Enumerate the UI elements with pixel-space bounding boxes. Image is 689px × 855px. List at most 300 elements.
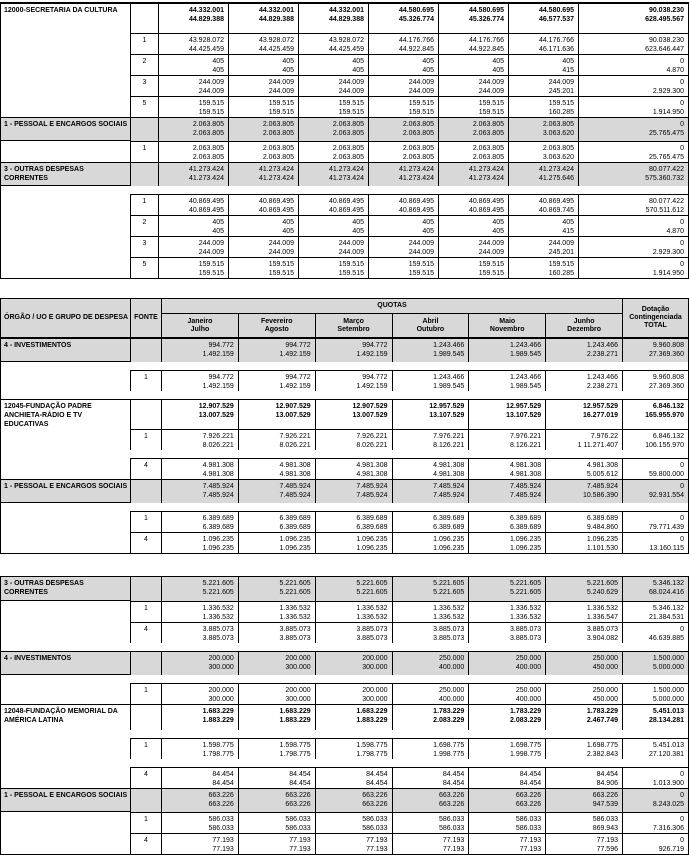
amount: 6.389.689 [202, 515, 234, 522]
amount: 1.096.235 [202, 545, 234, 552]
amount: 5.000.000 [652, 664, 684, 671]
table-row [1, 833, 688, 854]
quota-cell [545, 622, 622, 643]
amount: 5.221.605 [202, 589, 234, 596]
quota-cell [238, 601, 315, 622]
amount: 1.243.466 [510, 342, 542, 349]
amount: 6.389.689 [510, 524, 542, 531]
amount: 663.226 [208, 801, 234, 808]
amount: 5.221.605 [356, 589, 388, 596]
quota-cell [438, 54, 508, 75]
quota-cell [545, 511, 622, 532]
amount: 5.221.605 [433, 589, 465, 596]
quota-cell [315, 532, 392, 553]
amount: 41.275.646 [538, 175, 574, 182]
amount: 0 [680, 626, 684, 633]
amount: 200.000 [285, 655, 311, 662]
quota-cell [368, 215, 438, 236]
amount: 400.000 [515, 696, 542, 703]
amount: 159.515 [198, 100, 224, 107]
quota-cell [368, 4, 438, 33]
amount: 244.009 [478, 88, 504, 95]
quota-cell [468, 370, 545, 391]
fonte-value: 1 [144, 816, 148, 823]
amount: 1.883.229 [279, 717, 311, 724]
amount: 13.007.529 [198, 412, 234, 419]
month-name: Janeiro [187, 317, 213, 325]
quota-cell [438, 162, 508, 186]
amount: 663.226 [362, 801, 388, 808]
quota-cell [468, 704, 545, 730]
amount: 1.883.229 [356, 717, 388, 724]
amount: 1.492.159 [356, 383, 388, 390]
table-row [1, 788, 688, 812]
month-column-header [545, 314, 622, 337]
amount: 5.221.605 [433, 580, 465, 587]
amount: 0 [680, 240, 684, 247]
quota-cell [392, 399, 469, 429]
quota-cell [392, 458, 469, 479]
amount: 586.033 [362, 825, 388, 832]
fonte-cell [130, 96, 158, 117]
quota-cell [438, 236, 508, 257]
amount: 1.243.466 [433, 374, 465, 381]
amount: 244.009 [198, 249, 224, 256]
amount: 6.389.689 [279, 524, 311, 531]
amount: 405 [492, 58, 504, 65]
amount: 2.063.805 [192, 121, 224, 128]
quota-cell [315, 767, 392, 788]
amount: 159.515 [548, 261, 574, 268]
total-header-line: Dotação [641, 306, 670, 313]
amount: 6.389.689 [356, 524, 388, 531]
amount: 77.193 [519, 837, 542, 844]
amount: 405 [422, 219, 434, 226]
row-label [1, 399, 130, 429]
quota-cell [438, 96, 508, 117]
amount: 3.885.073 [202, 626, 234, 633]
quota-cell [545, 429, 622, 450]
quota-cell [508, 194, 578, 215]
fonte-value: 1 [144, 433, 148, 440]
row-label [1, 601, 130, 622]
quota-cell [468, 651, 545, 675]
quota-cell [545, 704, 622, 730]
table-row [1, 622, 688, 651]
table-row [1, 511, 688, 532]
total-cell [622, 479, 688, 503]
amount: 165.955.970 [645, 412, 684, 419]
table-row [1, 812, 688, 833]
row-label [1, 215, 130, 236]
amount: 7.485.924 [202, 483, 234, 490]
row-label [1, 683, 130, 704]
row-label [1, 788, 130, 812]
row-label [1, 338, 130, 362]
amount: 159.515 [408, 109, 434, 116]
amount: 405 [352, 67, 364, 74]
quota-cell [392, 622, 469, 643]
amount: 1.336.532 [202, 605, 234, 612]
total-header-line: TOTAL [644, 322, 667, 329]
amount: 450.000 [592, 696, 618, 703]
amount: 1.096.235 [356, 545, 388, 552]
quota-cell [368, 141, 438, 162]
amount: 46.639.885 [648, 635, 684, 642]
amount: 21.384.531 [648, 614, 684, 621]
amount: 405 [562, 219, 574, 226]
quota-cell [508, 75, 578, 96]
quota-cell [315, 370, 392, 391]
amount: 0 [680, 536, 684, 543]
amount: 405 [212, 58, 224, 65]
amount: 2.063.805 [262, 130, 294, 137]
month-name: Junho [573, 317, 595, 325]
label-line: 1 - PESSOAL E ENCARGOS SOCIAIS [4, 792, 128, 799]
amount: 1.336.532 [586, 605, 618, 612]
amount: 1.683.229 [279, 708, 311, 715]
amount: 1.698.775 [586, 742, 618, 749]
quota-cell [238, 622, 315, 643]
amount: 2.063.805 [332, 130, 364, 137]
amount: 44.332.001 [188, 7, 224, 14]
quota-cell [238, 812, 315, 833]
month-name: Abril [422, 317, 439, 325]
amount: 0 [680, 261, 684, 268]
amount: 6.389.689 [433, 515, 465, 522]
amount: 245.201 [548, 88, 574, 95]
quota-cell [161, 788, 238, 812]
amount: 0 [680, 515, 684, 522]
amount: 8.026.221 [356, 442, 388, 449]
row-label [1, 577, 130, 601]
amount: 84.454 [519, 771, 542, 778]
quota-cell [315, 651, 392, 675]
fonte-cell [130, 812, 161, 833]
row-label [1, 833, 130, 854]
quota-cell [298, 33, 368, 54]
quota-cell [238, 458, 315, 479]
amount: 13.107.529 [506, 412, 542, 419]
quota-cell [468, 767, 545, 788]
row-label [1, 141, 130, 162]
amount: 1.698.775 [510, 742, 542, 749]
amount: 586.033 [439, 825, 465, 832]
quota-cell [545, 532, 622, 553]
amount: 44.332.001 [258, 7, 294, 14]
amount: 2.063.805 [472, 154, 504, 161]
fonte-column-header: FONTE [130, 299, 161, 337]
total-cell [622, 704, 688, 730]
amount: 80.077.422 [648, 198, 684, 205]
amount: 41.273.424 [468, 166, 504, 173]
month-name: Dezembro [567, 325, 601, 333]
quota-cell [315, 683, 392, 704]
quota-cell [161, 511, 238, 532]
amount: 1.096.235 [279, 545, 311, 552]
fonte-cell [130, 75, 158, 96]
amount: 7.485.924 [279, 483, 311, 490]
quota-cell [368, 33, 438, 54]
total-cell [622, 833, 688, 854]
amount: 663.226 [208, 792, 234, 799]
amount: 663.226 [515, 801, 542, 808]
quota-cell [161, 767, 238, 788]
amount: 250.000 [515, 655, 542, 662]
fonte-cell [130, 399, 161, 429]
amount: 44.176.766 [538, 37, 574, 44]
quota-cell [238, 767, 315, 788]
amount: 4.981.308 [356, 471, 388, 478]
amount: 43.928.072 [328, 37, 364, 44]
quota-cell [508, 33, 578, 54]
quota-cell [315, 704, 392, 730]
quota-cell [158, 141, 228, 162]
quota-cell [161, 622, 238, 643]
fonte-cell [130, 704, 161, 730]
amount: 159.515 [338, 100, 364, 107]
quota-cell [392, 577, 469, 601]
amount: 1.336.532 [356, 605, 388, 612]
amount: 244.009 [478, 79, 504, 86]
amount: 159.515 [408, 100, 434, 107]
amount: 27.120.381 [648, 751, 684, 758]
quota-cell [468, 577, 545, 601]
amount: 44.829.388 [258, 16, 294, 23]
quotas-band-header: QUOTAS [161, 299, 622, 314]
quota-cell [228, 4, 298, 33]
amount: 77.193 [289, 837, 311, 844]
amount: 12.907.529 [275, 403, 311, 410]
amount: 200.000 [208, 655, 234, 662]
budget-quotas-report-page [0, 2, 689, 853]
quota-cell [158, 54, 228, 75]
row-label [1, 75, 130, 96]
quota-cell [508, 257, 578, 278]
quota-cell [161, 399, 238, 429]
table-row [1, 704, 688, 738]
fonte-cell [130, 257, 158, 278]
amount: 7.926.221 [279, 433, 311, 440]
amount: 1.492.159 [356, 351, 388, 358]
amount: 1.914.950 [652, 109, 684, 116]
quota-cell [298, 194, 368, 215]
amount: 250.000 [439, 655, 465, 662]
quota-cell [238, 738, 315, 759]
fonte-cell [130, 429, 161, 450]
amount: 40.869.495 [538, 198, 574, 205]
quota-cell [368, 162, 438, 186]
amount: 570.511.612 [645, 207, 684, 214]
amount: 586.033 [362, 816, 388, 823]
amount: 77.193 [519, 846, 542, 853]
amount: 586.033 [515, 825, 542, 832]
quota-cell [315, 601, 392, 622]
amount: 44.425.459 [258, 46, 294, 53]
fonte-cell [130, 162, 158, 186]
amount: 41.273.424 [538, 166, 574, 173]
fonte-value: 1 [144, 374, 148, 381]
organ-column-header: ÓRGÃO / UO E GRUPO DE DESPESA [4, 314, 129, 321]
amount: 2.063.805 [262, 154, 294, 161]
amount: 6.389.689 [510, 515, 542, 522]
total-cell [622, 601, 688, 622]
month-column-header [392, 314, 469, 337]
quota-cell [392, 704, 469, 730]
quota-cell [228, 141, 298, 162]
amount: 400.000 [439, 696, 465, 703]
table-row [1, 532, 688, 553]
quota-cell [545, 738, 622, 759]
quota-cell [161, 812, 238, 833]
amount: 0 [680, 816, 684, 823]
amount: 2.382.843 [586, 751, 618, 758]
fonte-cell [130, 458, 161, 479]
amount: 25.765.475 [648, 154, 684, 161]
quota-cell [368, 117, 438, 141]
amount: 25.765.475 [648, 130, 684, 137]
quota-cell [468, 532, 545, 553]
amount: 1.598.775 [279, 742, 311, 749]
amount: 9.960.808 [652, 374, 684, 381]
quota-cell [438, 141, 508, 162]
amount: 2.063.805 [192, 145, 224, 152]
amount: 244.009 [408, 88, 434, 95]
amount: 84.454 [366, 771, 388, 778]
amount: 106.155.970 [645, 442, 684, 449]
fonte-cell [130, 117, 158, 141]
fonte-value: 1 [144, 515, 148, 522]
amount: 1.783.229 [433, 708, 465, 715]
amount: 1.336.532 [433, 614, 465, 621]
amount: 41.273.424 [258, 166, 294, 173]
quota-cell [158, 257, 228, 278]
quota-cell [368, 236, 438, 257]
amount: 5.221.605 [356, 580, 388, 587]
amount: 926.719 [658, 846, 684, 853]
month-column-header [238, 314, 315, 337]
amount: 1.336.532 [279, 614, 311, 621]
amount: 405 [352, 58, 364, 65]
table-row [1, 429, 688, 458]
amount: 1.798.775 [279, 751, 311, 758]
amount: 2.063.805 [472, 145, 504, 152]
table-row [1, 738, 688, 767]
amount: 12.957.529 [506, 403, 542, 410]
quota-cell [315, 577, 392, 601]
quota-cell [545, 812, 622, 833]
table-quotas-fundacao-memorial [0, 576, 689, 855]
amount: 84.454 [442, 771, 465, 778]
fonte-cell [130, 33, 158, 54]
total-cell [622, 338, 688, 362]
amount: 2.063.805 [472, 130, 504, 137]
amount: 947.539 [592, 801, 618, 808]
amount: 159.515 [338, 261, 364, 268]
quota-cell [545, 767, 622, 788]
amount: 2.467.749 [586, 717, 618, 724]
quota-cell [468, 738, 545, 759]
amount: 3.885.073 [279, 626, 311, 633]
amount: 5.221.605 [202, 580, 234, 587]
amount: 405 [282, 228, 294, 235]
quota-cell [392, 683, 469, 704]
quota-cell [228, 75, 298, 96]
fonte-value: 1 [142, 37, 147, 44]
amount: 40.869.495 [328, 207, 364, 214]
amount: 44.922.845 [468, 46, 504, 53]
total-cell [578, 257, 688, 278]
amount: 44.580.695 [398, 7, 434, 14]
amount: 159.515 [478, 100, 504, 107]
amount: 300.000 [362, 664, 388, 671]
quota-cell [298, 257, 368, 278]
fonte-cell [130, 338, 161, 362]
amount: 40.869.495 [328, 198, 364, 205]
amount: 2.063.805 [542, 145, 574, 152]
total-header-line: Contingenciada [629, 314, 682, 321]
amount: 159.515 [198, 109, 224, 116]
amount: 1.783.229 [510, 708, 542, 715]
total-cell [622, 458, 688, 479]
amount: 7.485.924 [586, 483, 618, 490]
amount: 244.009 [198, 79, 224, 86]
quota-cell [392, 788, 469, 812]
quota-cell [392, 738, 469, 759]
fonte-cell [130, 141, 158, 162]
amount: 90.038.230 [648, 37, 684, 44]
amount: 1.989.545 [433, 351, 465, 358]
amount: 159.515 [198, 261, 224, 268]
amount: 77.193 [212, 837, 234, 844]
amount: 160.285 [548, 270, 574, 277]
amount: 244.009 [268, 88, 294, 95]
amount: 5.221.605 [279, 589, 311, 596]
amount: 7.926.221 [356, 433, 388, 440]
amount: 405 [352, 219, 364, 226]
amount: 77.193 [596, 837, 618, 844]
amount: 6.846.132 [652, 433, 684, 440]
amount: 7.485.924 [510, 492, 542, 499]
fonte-value: 2 [142, 219, 147, 226]
amount: 84.454 [519, 780, 542, 787]
amount: 869.943 [592, 825, 618, 832]
quota-cell [438, 215, 508, 236]
row-label [1, 4, 130, 33]
table-row [1, 54, 688, 75]
amount: 0 [680, 837, 684, 844]
quota-cell [315, 788, 392, 812]
quota-cell [158, 4, 228, 33]
amount: 159.515 [548, 100, 574, 107]
amount: 663.226 [285, 792, 311, 799]
amount: 994.772 [285, 374, 311, 381]
quota-cell [228, 236, 298, 257]
amount: 4.981.308 [279, 462, 311, 469]
month-name: Maio [499, 317, 516, 325]
total-cell [578, 54, 688, 75]
fonte-cell [130, 622, 161, 643]
amount: 4.981.308 [202, 462, 234, 469]
quota-cell [508, 215, 578, 236]
amount: 6.389.689 [433, 524, 465, 531]
amount: 7.485.924 [356, 492, 388, 499]
quota-cell [228, 257, 298, 278]
amount: 44.176.766 [468, 37, 504, 44]
quota-cell [508, 4, 578, 33]
table-secretaria-da-cultura [0, 2, 689, 279]
row-label [1, 622, 130, 643]
